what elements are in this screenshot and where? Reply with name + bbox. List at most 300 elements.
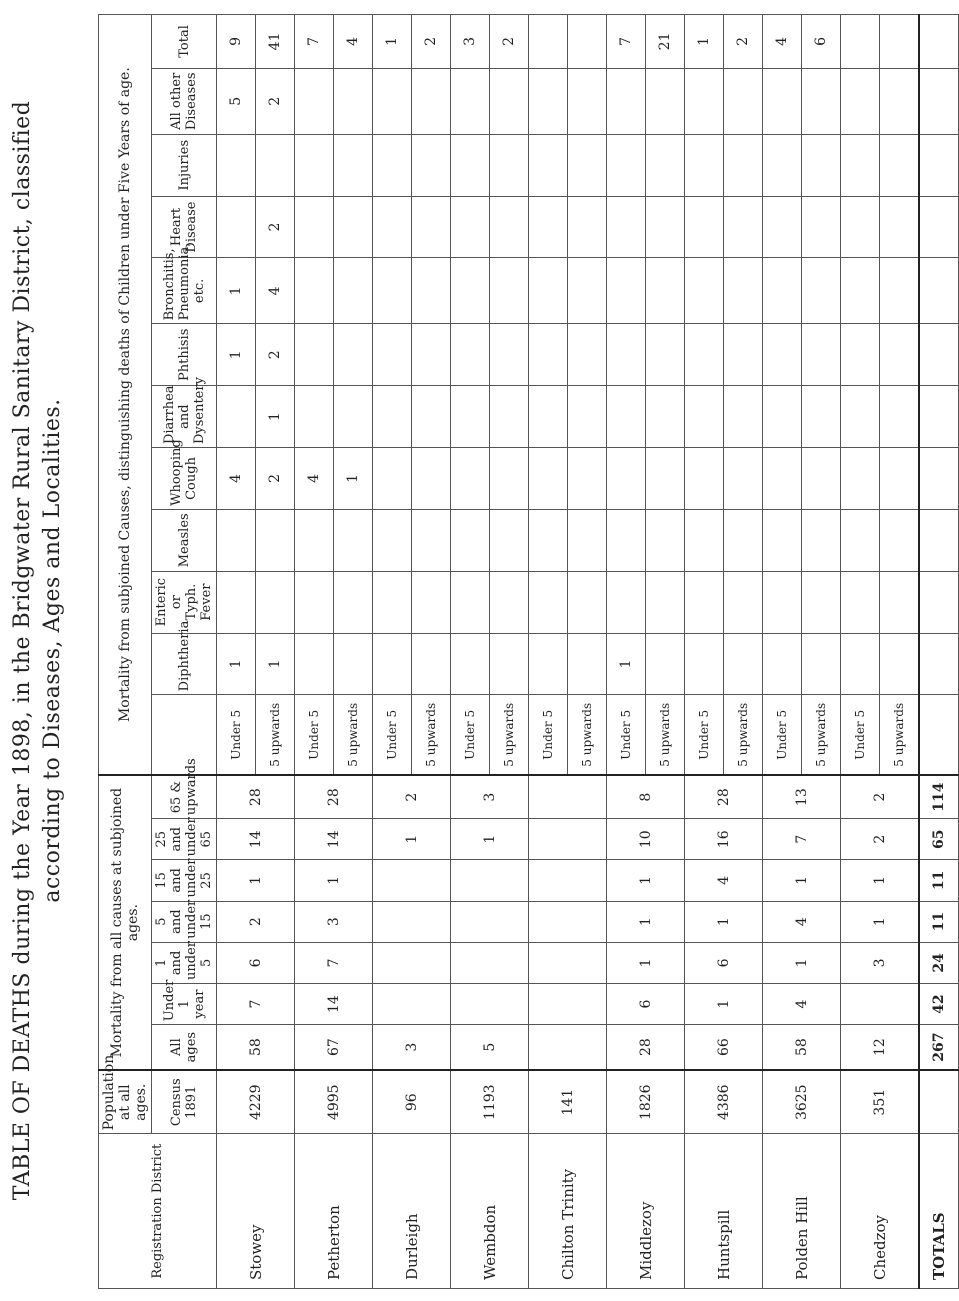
disease-value [841, 571, 880, 633]
disease-total [919, 258, 959, 324]
all-causes-value: 16 [685, 819, 763, 860]
all-causes-value: 1 [451, 819, 529, 860]
disease-value [256, 509, 295, 571]
all-causes-value: 2 [841, 775, 920, 818]
disease-value [646, 633, 685, 695]
disease-value [568, 68, 607, 134]
disease-value [568, 15, 607, 69]
disease-value: 1 [217, 633, 256, 695]
disease-value [295, 258, 334, 324]
disease-value: 2 [724, 15, 763, 69]
disease-value [763, 571, 802, 633]
all-causes-value: 8 [607, 775, 685, 818]
table-row [217, 15, 256, 1289]
disease-value [568, 196, 607, 258]
header-disease-group: Mortality from subjoined Causes, distinguishing deaths of Children under Five Years of age. [99, 15, 152, 776]
disease-value [451, 633, 490, 695]
age-group-label: Under 5 [529, 695, 568, 775]
disease-value: 9 [217, 15, 256, 69]
disease-value [412, 134, 451, 196]
totals-label: TOTALS [919, 1134, 959, 1289]
disease-value [880, 68, 920, 134]
age-group-label: Under 5 [451, 695, 490, 775]
all-causes-total: 65 [919, 819, 959, 860]
census-value: 3625 [763, 1070, 841, 1134]
disease-value [334, 134, 373, 196]
disease-value: 1 [607, 633, 646, 695]
disease-value [880, 324, 920, 386]
age-group-label: 5 upwards [802, 695, 841, 775]
disease-value [802, 571, 841, 633]
disease-value [256, 571, 295, 633]
table-row [841, 15, 880, 1289]
all-causes-value: 1 [217, 860, 295, 901]
disease-value [880, 448, 920, 510]
disease-value [607, 324, 646, 386]
header-disease-col: Diarrhea and Dysentery [152, 386, 217, 448]
disease-value [490, 68, 529, 134]
disease-value [880, 196, 920, 258]
disease-value [724, 134, 763, 196]
disease-value [763, 386, 802, 448]
district-name: Chedzoy [841, 1134, 920, 1289]
disease-value: 2 [256, 196, 295, 258]
all-causes-value: 4 [685, 860, 763, 901]
header-disease-col: Diphtheria [152, 633, 217, 695]
disease-value: 1 [256, 633, 295, 695]
disease-value [529, 196, 568, 258]
disease-value [685, 258, 724, 324]
census-value: 1826 [607, 1070, 685, 1134]
all-causes-value: 1 [763, 942, 841, 983]
disease-value [724, 324, 763, 386]
disease-value [802, 258, 841, 324]
disease-value [841, 386, 880, 448]
disease-value [802, 134, 841, 196]
disease-value [373, 571, 412, 633]
disease-value [724, 448, 763, 510]
all-causes-value: 1 [763, 860, 841, 901]
age-group-label: 5 upwards [490, 695, 529, 775]
all-causes-value: 1 [685, 983, 763, 1024]
disease-value [217, 134, 256, 196]
disease-value [568, 324, 607, 386]
disease-value [217, 196, 256, 258]
disease-value [646, 386, 685, 448]
disease-value: 4 [334, 15, 373, 69]
all-causes-value [373, 860, 451, 901]
district-name: Middlezoy [607, 1134, 685, 1289]
disease-value [724, 386, 763, 448]
all-causes-value: 3 [841, 942, 920, 983]
disease-value [763, 196, 802, 258]
table-row [607, 15, 646, 1289]
district-name: Durleigh [373, 1134, 451, 1289]
disease-value [685, 633, 724, 695]
disease-value [841, 196, 880, 258]
disease-value [412, 386, 451, 448]
all-causes-value [529, 1025, 607, 1070]
disease-value [490, 448, 529, 510]
district-name: Wembdon [451, 1134, 529, 1289]
age-group-label: 5 upwards [568, 695, 607, 775]
disease-value [256, 134, 295, 196]
disease-value [295, 386, 334, 448]
disease-value: 4 [256, 258, 295, 324]
disease-value [802, 324, 841, 386]
disease-value [646, 324, 685, 386]
disease-value [217, 571, 256, 633]
disease-value [646, 258, 685, 324]
all-causes-value: 66 [685, 1025, 763, 1070]
all-causes-value [529, 775, 607, 818]
all-causes-total: 267 [919, 1025, 959, 1070]
disease-value: 2 [256, 324, 295, 386]
disease-value [412, 509, 451, 571]
disease-value [451, 324, 490, 386]
all-causes-value [529, 860, 607, 901]
census-value [919, 1070, 959, 1134]
disease-value [724, 196, 763, 258]
header-disease-col: Bronchitis, Pneumonia, etc. [152, 258, 217, 324]
all-causes-value: 1 [607, 901, 685, 942]
all-causes-value: 28 [217, 775, 295, 818]
all-causes-value [451, 942, 529, 983]
disease-value [841, 448, 880, 510]
disease-value [334, 68, 373, 134]
header-age-col: 1 and under 5 [152, 942, 217, 983]
all-causes-total: 11 [919, 860, 959, 901]
table-body [217, 15, 959, 1289]
disease-value [529, 68, 568, 134]
age-group-label: Under 5 [841, 695, 880, 775]
disease-value [607, 134, 646, 196]
all-causes-value: 2 [217, 901, 295, 942]
all-causes-value: 28 [295, 775, 373, 818]
disease-value [607, 196, 646, 258]
disease-value [646, 134, 685, 196]
all-causes-value: 1 [685, 901, 763, 942]
disease-value [529, 15, 568, 69]
all-causes-value: 7 [295, 942, 373, 983]
all-causes-total: 114 [919, 775, 959, 818]
all-causes-total: 24 [919, 942, 959, 983]
all-causes-value: 58 [217, 1025, 295, 1070]
header-all-causes-group: Mortality from all causes at subjoined ages. [99, 775, 152, 1070]
age-group-label: Under 5 [607, 695, 646, 775]
table-row [529, 15, 568, 1289]
disease-value [607, 571, 646, 633]
disease-value [841, 258, 880, 324]
disease-value [763, 324, 802, 386]
table-row [685, 15, 724, 1289]
table-row [763, 15, 802, 1289]
census-value: 4229 [217, 1070, 295, 1134]
table-row [295, 15, 334, 1289]
disease-value [295, 571, 334, 633]
disease-value [568, 633, 607, 695]
age-group-label: Under 5 [763, 695, 802, 775]
all-causes-value: 14 [295, 819, 373, 860]
age-group-label: Under 5 [685, 695, 724, 775]
disease-value [529, 134, 568, 196]
disease-value [646, 196, 685, 258]
all-causes-value: 14 [295, 983, 373, 1024]
disease-value [490, 571, 529, 633]
census-value: 1193 [451, 1070, 529, 1134]
all-causes-value: 4 [763, 983, 841, 1024]
disease-value [880, 633, 920, 695]
all-causes-value: 1 [841, 860, 920, 901]
disease-value [373, 196, 412, 258]
all-causes-value: 1 [607, 860, 685, 901]
disease-value [490, 633, 529, 695]
disease-value [568, 134, 607, 196]
disease-value: 41 [256, 15, 295, 69]
header-disease-col: Phthisis [152, 324, 217, 386]
disease-value [295, 68, 334, 134]
disease-value [685, 324, 724, 386]
disease-value [763, 134, 802, 196]
disease-value [724, 633, 763, 695]
disease-value [880, 15, 920, 69]
disease-value [802, 448, 841, 510]
all-causes-value [841, 983, 920, 1024]
district-name: Petherton [295, 1134, 373, 1289]
district-name: Stowey [217, 1134, 295, 1289]
table-row [451, 15, 490, 1289]
disease-value [412, 571, 451, 633]
all-causes-value: 1 [607, 942, 685, 983]
disease-value [763, 258, 802, 324]
table-subtitle: according to Diseases, Ages and Localities. [40, 398, 65, 903]
disease-total [919, 509, 959, 571]
header-disease-col: Measles [152, 509, 217, 571]
disease-value [568, 386, 607, 448]
disease-value [646, 509, 685, 571]
all-causes-total: 42 [919, 983, 959, 1024]
disease-value [568, 258, 607, 324]
all-causes-value [529, 819, 607, 860]
disease-value [451, 571, 490, 633]
disease-value [724, 258, 763, 324]
disease-value [841, 15, 880, 69]
disease-value [529, 448, 568, 510]
disease-total [919, 68, 959, 134]
disease-value [334, 196, 373, 258]
all-causes-value: 1 [841, 901, 920, 942]
disease-value [451, 196, 490, 258]
disease-total [919, 386, 959, 448]
disease-value [841, 324, 880, 386]
disease-value: 1 [334, 448, 373, 510]
disease-value [529, 571, 568, 633]
all-causes-value [451, 860, 529, 901]
all-causes-value: 1 [373, 819, 451, 860]
disease-value [880, 134, 920, 196]
district-name: Chilton Trinity [529, 1134, 607, 1289]
disease-value [529, 386, 568, 448]
disease-value [568, 509, 607, 571]
district-name: Polden Hill [763, 1134, 841, 1289]
disease-value [568, 571, 607, 633]
disease-value [724, 68, 763, 134]
disease-value: 4 [217, 448, 256, 510]
all-causes-value: 14 [217, 819, 295, 860]
disease-value [373, 134, 412, 196]
disease-value [295, 196, 334, 258]
all-causes-value: 6 [607, 983, 685, 1024]
disease-total [919, 134, 959, 196]
all-causes-value: 10 [607, 819, 685, 860]
disease-value [412, 258, 451, 324]
disease-value [295, 509, 334, 571]
header-age-col: Under 1 year [152, 983, 217, 1024]
disease-value [802, 68, 841, 134]
age-group-label: Under 5 [217, 695, 256, 775]
disease-value: 6 [802, 15, 841, 69]
disease-value [334, 633, 373, 695]
disease-value [490, 196, 529, 258]
disease-value [451, 509, 490, 571]
disease-value [763, 509, 802, 571]
disease-value [490, 386, 529, 448]
disease-value [685, 509, 724, 571]
header-age-col: 5 and under 15 [152, 901, 217, 942]
disease-value [529, 509, 568, 571]
all-causes-value: 2 [373, 775, 451, 818]
disease-value: 1 [373, 15, 412, 69]
census-value: 4995 [295, 1070, 373, 1134]
all-causes-value [529, 942, 607, 983]
disease-value: 21 [646, 15, 685, 69]
disease-value [880, 258, 920, 324]
all-causes-value: 5 [451, 1025, 529, 1070]
table-row [373, 15, 412, 1289]
all-causes-value: 7 [217, 983, 295, 1024]
disease-value [451, 258, 490, 324]
all-causes-value: 1 [295, 860, 373, 901]
age-group-label: 5 upwards [334, 695, 373, 775]
header-district: Registration District [99, 1134, 217, 1289]
census-value: 4386 [685, 1070, 763, 1134]
disease-value [646, 448, 685, 510]
disease-value [295, 134, 334, 196]
header-age-col: 25 and under 65 [152, 819, 217, 860]
table-title: TABLE OF DEATHS during the Year 1898, in the Bridgwater Rural Sanitary District, classified [10, 100, 35, 1201]
disease-total [919, 196, 959, 258]
all-causes-value: 13 [763, 775, 841, 818]
all-causes-value [451, 983, 529, 1024]
disease-value [451, 134, 490, 196]
disease-value [685, 386, 724, 448]
disease-value [373, 633, 412, 695]
disease-value [217, 509, 256, 571]
disease-value [607, 258, 646, 324]
age-group-label: 5 upwards [724, 695, 763, 775]
disease-value [373, 324, 412, 386]
disease-value [763, 633, 802, 695]
all-causes-value: 3 [451, 775, 529, 818]
disease-value [646, 68, 685, 134]
all-causes-value: 6 [685, 942, 763, 983]
all-causes-value: 3 [295, 901, 373, 942]
all-causes-value: 4 [763, 901, 841, 942]
disease-value [607, 68, 646, 134]
disease-value [841, 68, 880, 134]
header-disease-col: Total [152, 15, 217, 69]
census-value: 96 [373, 1070, 451, 1134]
all-causes-value: 58 [763, 1025, 841, 1070]
disease-value [451, 386, 490, 448]
header-disease-col: All other Diseases [152, 68, 217, 134]
disease-value [802, 509, 841, 571]
disease-value [412, 448, 451, 510]
disease-value: 1 [685, 15, 724, 69]
age-group-label: 5 upwards [646, 695, 685, 775]
header-age-col: 15 and under 25 [152, 860, 217, 901]
disease-value [880, 571, 920, 633]
disease-value [646, 571, 685, 633]
disease-value: 2 [256, 68, 295, 134]
disease-value [529, 633, 568, 695]
disease-value: 1 [217, 258, 256, 324]
disease-value [334, 571, 373, 633]
disease-value [217, 386, 256, 448]
disease-value [412, 633, 451, 695]
age-group-label: 5 upwards [880, 695, 920, 775]
disease-value [685, 196, 724, 258]
disease-value [490, 509, 529, 571]
all-causes-value: 67 [295, 1025, 373, 1070]
disease-value [373, 509, 412, 571]
disease-value [334, 386, 373, 448]
disease-value [607, 386, 646, 448]
disease-value: 4 [763, 15, 802, 69]
age-group-label [919, 695, 959, 775]
disease-value [802, 196, 841, 258]
all-causes-value: 7 [763, 819, 841, 860]
disease-value [763, 448, 802, 510]
disease-value [334, 324, 373, 386]
header-disease-col: Whooping Cough [152, 448, 217, 510]
disease-value [802, 633, 841, 695]
all-causes-value: 28 [685, 775, 763, 818]
disease-value [490, 134, 529, 196]
disease-value: 5 [217, 68, 256, 134]
all-causes-total: 11 [919, 901, 959, 942]
disease-value [334, 258, 373, 324]
disease-total [919, 324, 959, 386]
disease-value: 2 [412, 15, 451, 69]
all-causes-value: 3 [373, 1025, 451, 1070]
all-causes-value: 12 [841, 1025, 920, 1070]
disease-value [412, 324, 451, 386]
disease-value [685, 134, 724, 196]
disease-value [334, 509, 373, 571]
disease-value [685, 448, 724, 510]
disease-total [919, 15, 959, 69]
disease-value [373, 448, 412, 510]
disease-value [568, 448, 607, 510]
all-causes-value: 28 [607, 1025, 685, 1070]
header-age-col: 65 & upwards [152, 775, 217, 818]
all-causes-value: 2 [841, 819, 920, 860]
disease-value: 3 [451, 15, 490, 69]
disease-value [607, 448, 646, 510]
age-group-label: 5 upwards [256, 695, 295, 775]
all-causes-value [373, 901, 451, 942]
